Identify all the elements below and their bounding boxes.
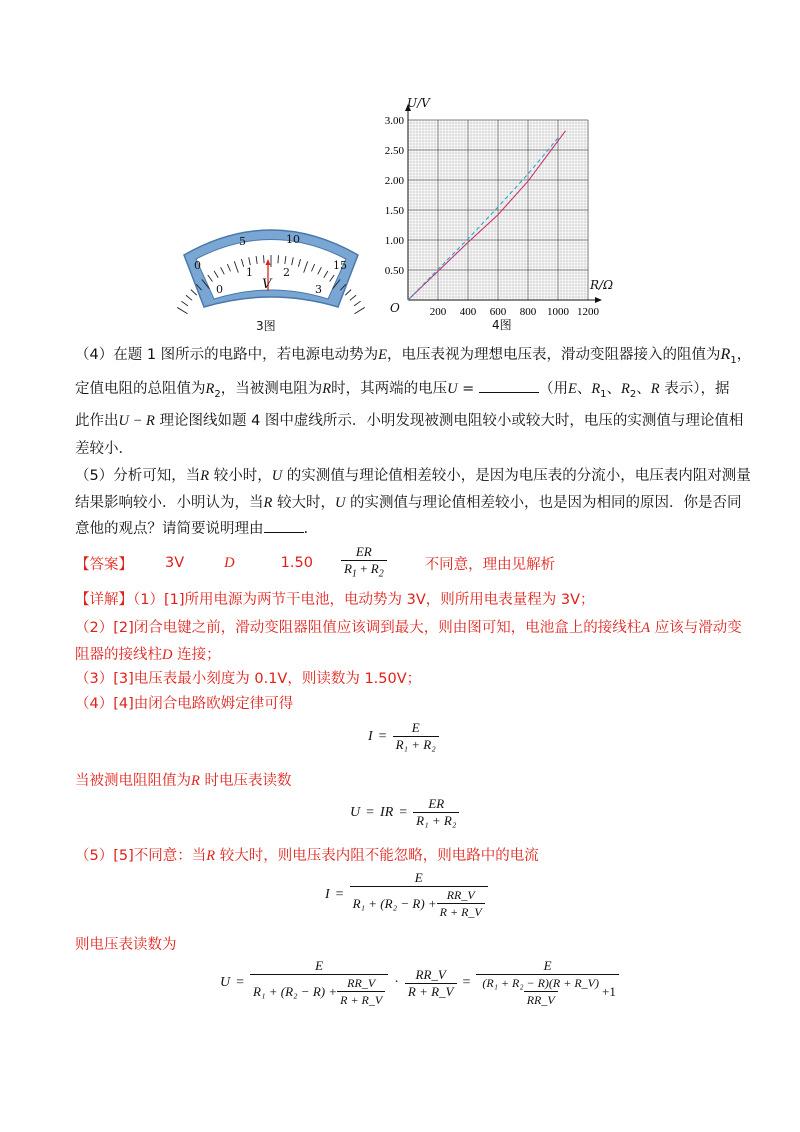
answer-3: 1.50 (280, 555, 313, 571)
equation-2: U = IR = $\frac{ER}{\text{R₁ + R₂}}$ (350, 796, 459, 829)
x-tick-label: 1000 (547, 306, 569, 317)
var-E: E (378, 347, 388, 363)
detail-line-7 (75, 845, 740, 867)
var-U: U (271, 468, 283, 484)
frac-num: (R₁ + R₂ − R)(R + R_V) (482, 976, 600, 990)
q5-text: 较小时， (209, 468, 272, 484)
plus: + (356, 560, 371, 576)
q4-text: 、 (576, 381, 592, 397)
q4-text: 理论图线如题 4 图中虚线所示．小明发现被测电阻较小或较大时，电压的实测值与理论值相 (154, 413, 744, 429)
q4-text: 、 (606, 381, 622, 397)
meter-top-10: 10 (286, 233, 300, 246)
q4-line-4 (75, 438, 740, 460)
detail-text: 当被测电阻阻值为 (75, 773, 191, 789)
eq-lhs: I (368, 728, 373, 744)
var-R2: R (205, 381, 215, 397)
q5-text: 的实测值与理论值相差较小，也是因为相同的原因．你是否同 (345, 495, 742, 511)
y-tick-label: 0.50 (384, 265, 404, 277)
detail-line-4 (75, 668, 740, 690)
detail-label: 【详解】 (75, 592, 133, 608)
answer-blank-u[interactable] (479, 392, 539, 393)
meter-tick (191, 290, 197, 295)
detail-text: 应该与滑动变 (650, 620, 742, 636)
q4-line-1 (75, 344, 752, 372)
eq-lhs: I (325, 887, 330, 902)
detail-text: 则电压表读数为 (75, 937, 177, 953)
eq-lhs: U (220, 975, 231, 990)
q4-line-2 (75, 378, 740, 406)
graph-ylabel: U/V (407, 96, 430, 110)
meter-tick (354, 301, 361, 306)
q4-text: 差较小． (75, 441, 133, 457)
q5-text: （5）分析可知，当 (75, 468, 201, 484)
frac-num: RR_V (446, 888, 475, 902)
var-U: U (334, 495, 346, 511)
var-R: R (191, 773, 200, 789)
q4-text: 此作出 (75, 413, 119, 429)
frac-num: E (315, 958, 324, 973)
frac-num: RR_V (415, 966, 446, 982)
y-tick-label: 3.00 (384, 115, 404, 127)
equation-3: I = E R₁ + (R₂ − R) + $\frac{RR\_V}{R + R\_V}$ (325, 870, 488, 920)
q4-text: 定值电阻的总阻值为 (75, 381, 206, 397)
q4-text: ， (736, 347, 752, 363)
sub: 1 (600, 388, 607, 400)
frac-den: R₁ + R₂ (393, 736, 439, 753)
sub: 1 (351, 568, 357, 580)
var-R2: R (621, 381, 630, 397)
frac-den: R (370, 560, 379, 576)
ur-graph-figure (372, 92, 622, 337)
meter-tick (264, 255, 265, 263)
detail-line-3 (75, 644, 740, 666)
answer-label: 【答案】 (75, 556, 133, 573)
detail-text: （1）[1]所用电源为两节干电池，电动势为 3V，则所用电表量程为 3V； (133, 592, 595, 608)
equals: = (457, 381, 479, 397)
detail-line-8 (75, 934, 740, 956)
q4-text: （4）在题 1 图所示的电路中，若电源电动势为 (75, 347, 379, 363)
frac-den: R + R_V (337, 991, 385, 1008)
frac-num: E (411, 720, 420, 735)
detail-line-2 (75, 617, 740, 639)
frac-num: ER (428, 796, 445, 811)
detail-text: 连接； (172, 647, 221, 663)
x-tick-label: 200 (429, 306, 447, 317)
y-tick-label: 2.50 (384, 145, 404, 157)
x-tick-label: 1200 (577, 306, 599, 317)
graph-origin: O (390, 301, 400, 315)
q4-text: ，当被测电阻为 (220, 381, 323, 397)
q5-text: 的实测值与理论值相差较小，是因为电压表的分流小，电压表内阻对测量 (282, 468, 751, 484)
eq-mid: IR (380, 804, 394, 820)
var-R: R (650, 381, 660, 397)
detail-line-5 (75, 693, 740, 715)
meter-bottom-0: 0 (216, 283, 223, 296)
equation-4: U = E R₁ + (R₂ − R) + $\frac{RR\_V}{R + R\_V}$ · $\frac{RR\_V}{R + R\_V}$ = E $\frac{\text{(R₁ + R₂ − R)(R + R\_V)}}{RR\_V}$ +1 (220, 958, 619, 1008)
frac-num: E (414, 870, 423, 885)
detail-text: 时电压表读数 (199, 773, 292, 789)
var-E: E (567, 381, 577, 397)
meter-tick (186, 295, 192, 300)
plus-one: +1 (602, 983, 616, 999)
meter-tick (350, 295, 356, 300)
meter-tick (355, 307, 365, 313)
detail-text: （3）[3]电压表最小刻度为 0.1V，则读数为 1.50V； (75, 671, 422, 687)
q4-text: ，电压表视为理想电压表，滑动变阻器接入的阻值为 (387, 347, 721, 363)
sub: 2 (214, 388, 221, 400)
q5-text: 结果影响较小．小明认为，当 (75, 495, 264, 511)
frac-num: E (543, 958, 552, 973)
y-tick-label: 1.50 (384, 205, 404, 217)
answer-4-fraction (341, 544, 387, 583)
equation-1: I = $\frac{E}{\text{R₁ + R₂}}$ (368, 720, 439, 753)
x-tick-label: 800 (519, 306, 537, 317)
var-R: R (322, 381, 332, 397)
var-R: R (206, 848, 216, 864)
q4-line-3 (75, 410, 744, 432)
q5-line-1 (75, 465, 751, 487)
meter-tick (278, 255, 279, 263)
meter-bottom-1: 1 (246, 266, 253, 279)
x-tick-label: 400 (459, 306, 477, 317)
ur-graph (372, 92, 622, 317)
frac-den: R₁ + (R₂ − R) + (253, 983, 338, 999)
var-R: R (200, 468, 210, 484)
meter-top-5: 5 (239, 235, 246, 248)
detail-text: 较大时，则电压表内阻不能忽略，则电路中的电流 (215, 848, 539, 864)
sub: 1 (730, 354, 737, 366)
meter-bottom-2: 2 (283, 266, 290, 279)
meter-tick (181, 301, 188, 306)
q4-text: 、 (636, 381, 651, 397)
var-A: A (641, 620, 651, 636)
frac-den: R + R_V (405, 983, 457, 1000)
meter-tick (177, 307, 187, 313)
frac-den: RR_V (524, 991, 558, 1008)
answer-row (75, 543, 556, 580)
frac-num: ER (355, 543, 372, 559)
answer-5: 不同意，理由见解析 (424, 556, 556, 573)
meter-top-0: 0 (194, 259, 201, 272)
q5-line-2 (75, 492, 740, 514)
detail-text: （5）[5]不同意：当 (75, 848, 207, 864)
sub: 2 (378, 568, 384, 580)
answer-blank-reason[interactable] (264, 532, 304, 533)
graph-caption: 4图 (492, 318, 512, 332)
meter-tick (345, 290, 351, 295)
q5-line-3 (75, 518, 740, 540)
y-tick-label: 1.00 (384, 235, 404, 247)
detail-line-1 (75, 589, 740, 611)
var-R: R (263, 495, 273, 511)
q5-text: . (303, 521, 309, 537)
y-tick-label: 2.00 (384, 175, 404, 187)
answer-2: D (224, 554, 235, 571)
detail-text: （4）[4]由闭合电路欧姆定律可得 (75, 696, 294, 712)
x-tick-label: 600 (489, 306, 507, 317)
frac-num: RR_V (347, 976, 376, 990)
var-R1: R (591, 381, 601, 397)
meter-top-15: 15 (333, 259, 347, 272)
frac-den: R₁ + R₂ (413, 812, 459, 829)
var-R1: R (720, 346, 731, 363)
eq-lhs: U (350, 804, 361, 820)
voltmeter-figure (176, 215, 366, 345)
q4-text: 时，其两端的电压 (331, 381, 448, 397)
dot: · (394, 975, 399, 990)
q5-text: 意他的观点？请简要说明理由 (75, 521, 264, 537)
detail-text: 阻器的接线柱 (75, 647, 162, 663)
meter-bottom-3: 3 (315, 283, 322, 296)
frac-den: R₁ + (R₂ − R) + (352, 895, 437, 911)
detail-line-6 (75, 770, 740, 792)
meter-unit: V (262, 277, 272, 292)
answer-1: 3V (165, 555, 185, 571)
var-U: U (447, 381, 458, 397)
detail-text: （2）[2]闭合电键之前，滑动变阻器阻值应该调到最大，则由图可知，电池盒上的接线柱 (75, 620, 642, 636)
frac-den: R + R_V (437, 903, 485, 920)
q4-text: 表示），据 (659, 381, 730, 397)
frac-den: R (343, 560, 352, 576)
q5-text: 较大时， (272, 495, 335, 511)
q4-text: （用 (538, 381, 568, 397)
var-D: D (162, 647, 173, 663)
var-u-r: U − R (118, 413, 155, 429)
meter-caption: 3图 (256, 319, 276, 333)
sub: 2 (629, 388, 637, 400)
x-axis-arrow (595, 297, 602, 303)
graph-xlabel: R/Ω (590, 278, 614, 292)
